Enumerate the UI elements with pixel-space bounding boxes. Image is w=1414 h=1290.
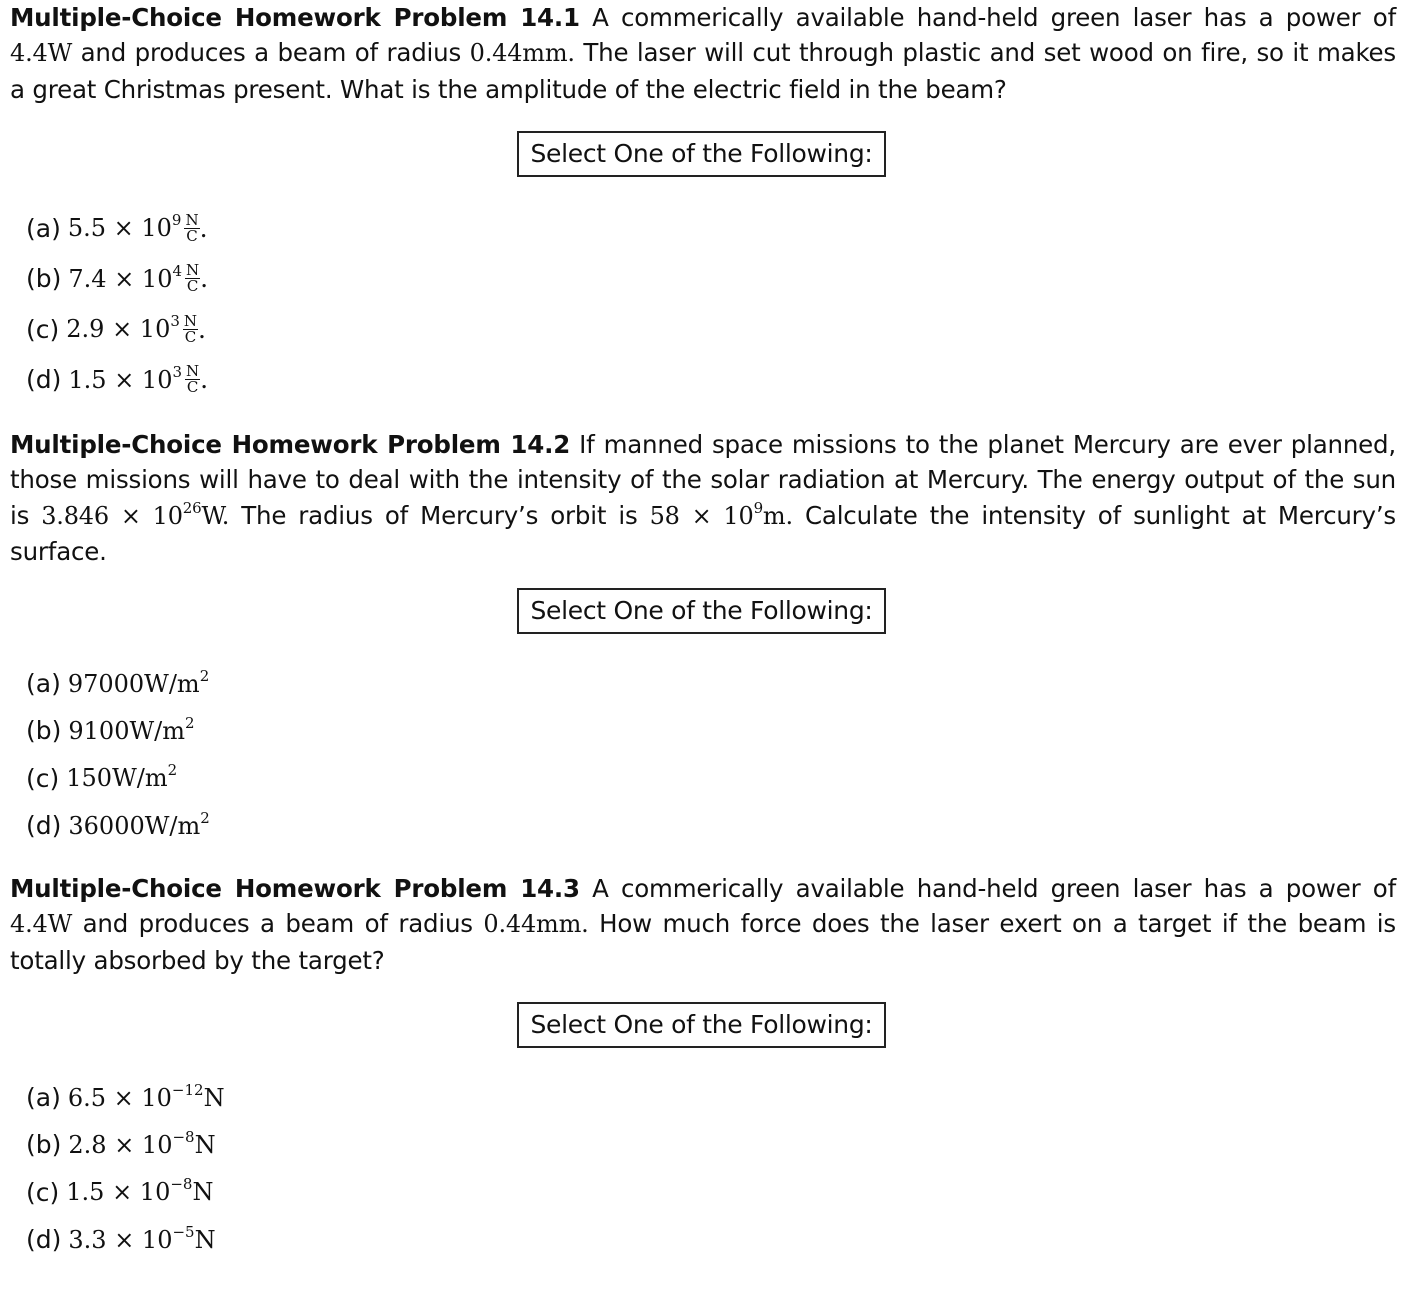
statement-text: If manned space missions to the planet Mercury are ever planned, those missions will have to deal with the intensity of the solar radiation at Mercury. The energy output of the sun is <box>10 430 1396 530</box>
problem-statement <box>10 0 1396 107</box>
statement-text: The laser will cut through plastic and set wood on fire, so it makes a great Christmas present. What is the amplitude of the electric field in the beam? <box>10 38 1396 104</box>
choice-letter: (d) <box>26 1225 62 1255</box>
statement-text: A commerically available hand-held green laser has a power of <box>592 874 1396 903</box>
choice-value: $5.5 \times 10^9$ <box>67 211 182 243</box>
statement-text: and produces a beam of radius <box>72 909 484 939</box>
statement-text: Calculate the intensity of sunlight at Mercury’s surface. <box>10 500 1396 566</box>
choice-value: $3.3 \times 10^{-5}N$ <box>68 1222 216 1254</box>
unit-fraction: $\frac{N}{C}$ <box>186 261 200 296</box>
choice-value: $97000W/m^2$ <box>67 666 210 698</box>
choice-letter: (a) <box>26 669 61 699</box>
choice-c[interactable]: (c) $2.9 \times 10^3$ $\frac{N}{C}$ . <box>26 311 206 346</box>
choice-value: $2.9 \times 10^3$ <box>66 312 180 344</box>
choice-value: $1.5 \times 10^3$ <box>68 362 183 394</box>
orbit-radius-value: $58 \times 10^9m$. <box>649 498 793 530</box>
problem-14-1 <box>10 0 1396 397</box>
choice-value: $7.4 \times 10^4$ <box>68 261 183 293</box>
problem-statement <box>10 427 1396 569</box>
choice-c[interactable] <box>26 1169 225 1216</box>
choice-letter: (b) <box>26 1130 62 1160</box>
unit-fraction: $\frac{N}{C}$ <box>183 311 198 346</box>
choice-list <box>26 203 208 405</box>
choice-a[interactable] <box>26 660 210 707</box>
choice-a[interactable]: (a) $5.5 \times 10^9$ $\frac{N}{C}$ . <box>26 210 208 245</box>
choice-value: $1.5 \times 10^{-8}N$ <box>66 1175 214 1207</box>
choice-b[interactable] <box>26 1121 225 1168</box>
choice-list <box>26 660 210 849</box>
choice-letter: (b) <box>26 716 62 746</box>
select-one-label: Select One of the Following: <box>517 588 886 634</box>
choice-letter: (a) <box>26 1083 61 1113</box>
select-one-label: Select One of the Following: <box>517 131 886 177</box>
statement-text: and produces a beam of radius <box>72 38 470 68</box>
choice-letter: (a) <box>26 213 61 243</box>
choice-d[interactable]: (d) $1.5 \times 10^3$ $\frac{N}{C}$ . <box>26 362 209 397</box>
choice-letter: (d) <box>26 365 62 395</box>
power-value: 4.4W <box>10 39 73 68</box>
choice-a[interactable] <box>26 1074 225 1121</box>
problem-14-3 <box>10 871 1396 1255</box>
radius-value: 0.44mm. <box>483 910 589 939</box>
statement-text: The radius of Mercury’s orbit is <box>229 500 650 530</box>
choice-value: $150W/m^2$ <box>66 761 178 793</box>
select-one-label: Select One of the Following: <box>517 1002 886 1048</box>
choice-list <box>26 1074 225 1263</box>
unit-fraction: $\frac{N}{C}$ <box>185 210 199 245</box>
radius-value: 0.44mm. <box>469 39 575 68</box>
statement-text: How much force does the laser exert on a target if the beam is totally absorbed by the target? <box>10 909 1396 975</box>
problem-statement <box>10 871 1396 978</box>
choice-letter: (d) <box>26 811 62 841</box>
unit-fraction: $\frac{N}{C}$ <box>186 362 200 397</box>
choice-b[interactable]: (b) $7.4 \times 10^4$ $\frac{N}{C}$ . <box>26 261 209 296</box>
choice-b[interactable] <box>26 707 210 754</box>
choice-value: $2.8 \times 10^{-8}N$ <box>68 1127 216 1159</box>
choice-d[interactable] <box>26 1216 225 1263</box>
choice-value: $9100W/m^2$ <box>68 713 195 745</box>
choice-letter: (b) <box>26 264 62 294</box>
problem-title: Multiple-Choice Homework Problem 14.2 <box>10 430 571 459</box>
choice-d[interactable] <box>26 802 210 849</box>
choice-value: $36000W/m^2$ <box>68 808 210 840</box>
choice-letter: (c) <box>26 314 60 344</box>
sun-output-value: $3.846 \times 10^{26}W$. <box>41 498 230 530</box>
problem-title: Multiple-Choice Homework Problem 14.3 <box>10 874 580 903</box>
statement-text: A commerically available hand-held green laser has a power of <box>592 3 1396 32</box>
problem-title: Multiple-Choice Homework Problem 14.1 <box>10 3 580 32</box>
choice-c[interactable] <box>26 755 210 802</box>
problem-14-2 <box>10 427 1396 841</box>
choice-letter: (c) <box>26 1177 60 1207</box>
choice-letter: (c) <box>26 763 60 793</box>
power-value: 4.4W <box>10 910 73 939</box>
choice-value: $6.5 \times 10^{-12}N$ <box>67 1080 225 1112</box>
